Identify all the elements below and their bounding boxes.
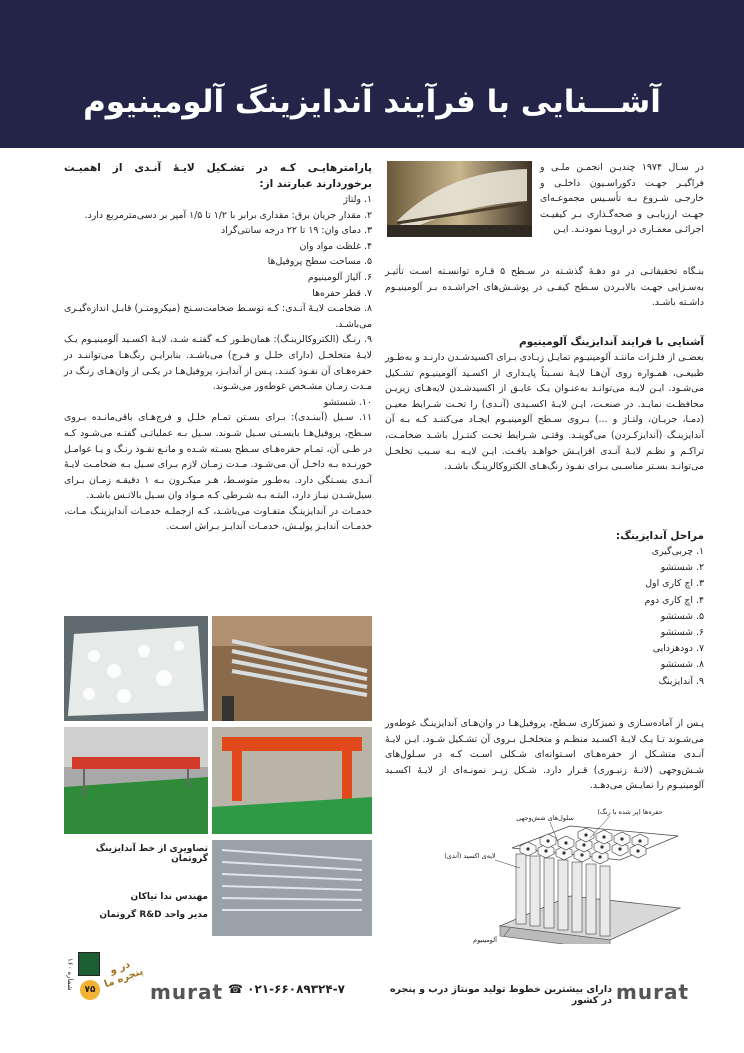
section-body: بعضـی از فلـزات ماننـد آلومینیـوم تمایـل زیـادی بـرای اکسیدشـدن دارنـد و به‌طـور طبیعـی، همـواره روی آن‌هـا لایـهٔ نسـبتاً پایـداری از اکسـید آلومینیـوم تشـکیل می‌شـود. ایـن لایـه می‌توانـد به‌عنـوان یـک عایـق از اکسیدشـدن لایه‌هـای زیریـن محافظـت نمایـد. در صنعـت، ایـن لایـهٔ اکسـیدی (آنـدی) را تحـت شـرایط معیـن (دمـا، جریـان، ولتـاژ و ...) بـروی سـطح آلومینیـوم ایجـاد می‌کننـد کـه بـه آن آندایزینـگ (آندایزکـردن) می‌گوینـد. وقتـی شـرایط تحـت کنتـرل باشـد ضخامـت، تراکـم و نظـم لایـهٔ آنـدی افزایـش خواهـد یافـت. ایـن لایـه بـه سـبب تخلخـل می‌توانـد بسـتر مناسـبی بـرای نفـوذ رنگ‌هـای الکتروکالرینـگ باشـد. <box>385 352 704 473</box>
list-item: ۴. اچ کاری دوم <box>644 594 704 606</box>
list-item: ۳. دمای وان: ۱۹ تا ۲۲ درجه سانتی‌گراد <box>220 225 372 237</box>
list-item: ۳. اچ کاری اول <box>645 578 704 590</box>
list-item: ۸. شستشو <box>660 659 704 671</box>
list-item: ۸. ضخامـت لایـهٔ آنـدی: کـه توسـط ضخامت‌سـنج (میکرومتـر) قابـل اندازه‌گیـری می‌باشـد. <box>64 303 372 330</box>
page-number: ۷۵ <box>84 985 96 995</box>
intro-text-bottom <box>385 264 704 311</box>
section-heading: آشنایی با فرایند آندایزینگ آلومینیوم <box>519 336 704 348</box>
steps-section <box>560 528 704 690</box>
diagram-label-aluminium: آلومینیوم <box>473 936 497 944</box>
parameters-section <box>64 160 372 535</box>
list-item: ۱. چربی‌گیری <box>651 546 704 557</box>
magazine-name: در و پنجره ما <box>102 959 145 991</box>
steps-list <box>560 544 704 690</box>
after-steps-text: پـس از آماده‌سـازی و تمیزکاری سـطح، پروفیل‌هـا در وان‌هـای آندایزینـگ غوطه‌ور می‌شـوند تـا یـک لایـهٔ اکسـید منظـم و متخلخـل بـروی آن تشـکیل شـود. ایـن لایـهٔ آنـدی متشـکل از حفره‌هـای اسـتوانه‌ای شـکلی اسـت کـه در سـلول‌های شـش‌وجهی (لانـهٔ زنبـوری) قـرار دارد. شـکل زیـر نمونـه‌ای از لایـهٔ اکسـید آلومینیـوم را نمایـش می‌دهـد. <box>385 718 704 792</box>
title-banner <box>0 0 744 148</box>
photo-caption: تصاویری از خط آندایزینگ گروتمان <box>95 844 208 864</box>
list-item: ۲. شستشو <box>660 562 704 574</box>
photo-crane <box>212 727 372 834</box>
list-item: ۹. آندایزینگ <box>658 675 704 687</box>
intro-text-top <box>540 160 704 238</box>
intro-paragraph-1: در سـال ۱۹۷۴ چندیـن انجمـن ملـی و فراگیـر جهـت دکوراسـیون داخلـی و خارجـی شـروع بـه تأسـیس مجموعـه‌ای جهـت ارزیابـی و صحه‌گـذاری بـر کیفیـت اجرائـی معمـاری در اروپـا نمودنـد. ایـن <box>540 162 704 236</box>
section-anodizing-intro <box>385 334 704 475</box>
diagram-label-anodic: لایه‌ی اکسید (آندی) <box>444 852 496 860</box>
author-name: مهندس ندا تیاکان <box>130 892 208 902</box>
diagram-label-cells: سلول‌های شش‌وجهی <box>516 814 574 822</box>
issue-number: شماره ۱۶۰ <box>66 958 74 991</box>
footer-brand-left: murat <box>150 980 223 1004</box>
photo-storage <box>212 840 372 936</box>
list-item: ۶. شستشو <box>660 627 704 639</box>
page-number-badge <box>80 980 100 1000</box>
list-item: ۹. رنـگ (الکتروکالرینـگ): همان‌طـور کـه گفتـه شـد، لایـهٔ اکسـید آلومینیـوم یـک لایـهٔ متخلخـل (دارای خلـل و فـرج) می‌باشـد. بنابرایـن رنگ‌هـا می‌تواننـد در حفره‌هـای آن نفـوذ کننـد. پـس از آندایـز، پروفیل‌هـا در یکـی از وان‌هـای رنـگ در مـدت زمـان مشـخص غوطه‌ور می‌شـوند. <box>64 334 372 393</box>
list-item: ۴. غلظت مواد وان <box>299 240 372 252</box>
footer <box>0 958 744 1028</box>
photo-anodizing-line <box>64 727 208 834</box>
page-title: آشـــنایی با فرآیند آندایزینگ آلومینیوم <box>83 84 661 120</box>
list-item: ۷. قطر حفره‌ها <box>312 287 372 299</box>
photo-foam-tank <box>64 616 208 721</box>
list-item: ۲. مقدار جریان برق: مقداری برابر با ۱/۲ تا ۱/۵ آمپر بر دسی‌مترمربع دارد. <box>84 209 372 221</box>
parameters-heading: پارامترهایـی کـه در تشـکیل لایـهٔ آنـدی از اهمیـت برخوردارند عبارتند از: <box>64 162 372 190</box>
steps-heading: مراحل آندایزینگ: <box>615 530 704 542</box>
diagram-label-pores: حفره‌ها (پر شده با رنگ) <box>597 808 663 816</box>
list-item: ۱۱. سـیل (آببنـدی): بـرای بسـتن تمـام خلـل و فرج‌هـای باقی‌مانـده بـروی سـطح، پروفیل‌هـا بایسـتی سـیل شـوند. سـیل بـه عملیاتـی گفتـه می‌شـود کـه در طـی آن، تمـام حفره‌هـای سـطح بسـته شـده و مانـع نفـوذ رنـگ و یـا عوامـل خورنـده بـه داخـل آن می‌شـود. مـدت زمـان لازم بـرای سـیل بـه ضخامـت لایـهٔ آنـدی بسـتگی دارد. به‌طـور متوسـط، هـر میکـرون بـه ۱ دقیقـه زمـان بـرای سیل‌شـدن نیـاز دارد، البتـه بـه شـرطی کـه مـواد وان سـیل بالاتـس باشـد. <box>64 412 372 502</box>
list-item: ۵. شستشو <box>660 610 704 622</box>
list-item: ۱. ولتاژ <box>343 194 372 205</box>
intro-photo <box>387 161 532 237</box>
parameters-list <box>64 192 372 504</box>
list-item: ۵. مساحت سطح پروفیل‌ها <box>267 256 372 268</box>
magazine-logo-icon <box>78 952 100 976</box>
photo-profile-rack <box>212 616 372 721</box>
list-item: ۶. آلیاژ آلومینیوم <box>307 271 372 283</box>
phone-icon: ☎ <box>228 982 243 996</box>
intro-paragraph-2: بنـگاه تحقیقاتـی در دو دهـهٔ گذشـته در سـطح ۵ قـاره توانسـته اسـت تأثیـر به‌سـزایی جهـت بالابـردن سـطح کیفـی در پوشـش‌های اجراشـده بـر آلومینیـوم داشـته باشـد. <box>385 266 704 309</box>
list-item: ۷. دودهزدایی <box>652 643 704 655</box>
oxide-layer-diagram <box>440 808 690 944</box>
footer-brand-right: murat <box>616 980 689 1004</box>
list-item: ۱۰. شستشو <box>323 396 372 408</box>
footer-tagline: دارای بیشترین خطوط تولید مونتاژ درب و پنجره در کشور <box>389 984 612 1006</box>
services-paragraph: خدمـات در آندایزینـگ متفـاوت می‌باشـد، کـه ازجملـه خدمـات آندایزینـگ مـات، خدمـات آندایـز پولیـش، خدمـات آندایـز بـراش اسـت. <box>64 505 372 533</box>
author-role: مدیر واحد R&D گروتمان <box>99 910 208 920</box>
footer-phone: ☎ ۰۲۱-۶۶۰۸۹۳۲۴-۷ <box>228 982 345 996</box>
